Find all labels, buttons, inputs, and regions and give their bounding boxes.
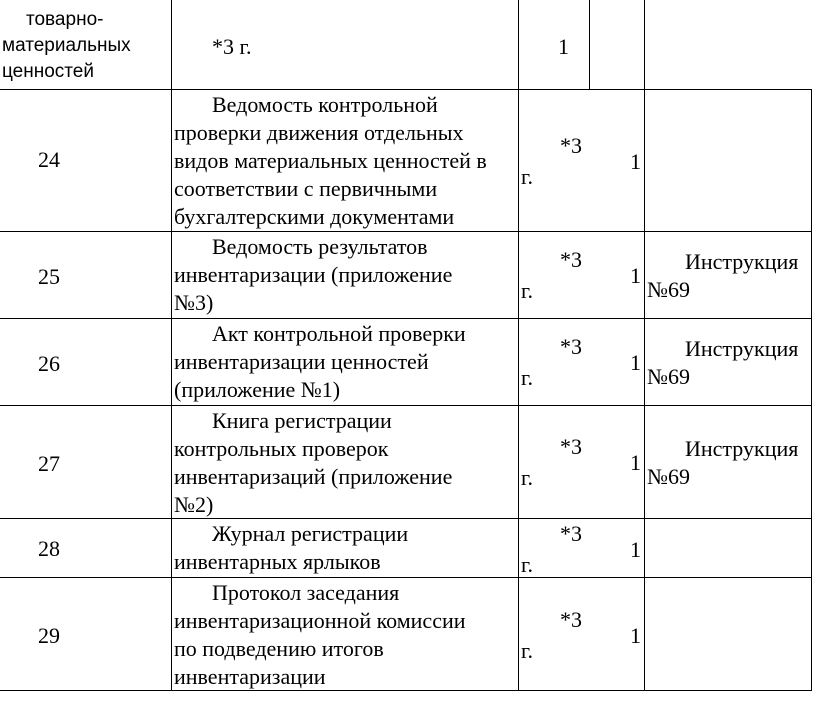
document-name-line: Протокол заседания (212, 580, 400, 605)
basis-document-number: №69 (647, 464, 690, 489)
basis-document: Инструкция (685, 336, 799, 361)
quantity: 1 (630, 350, 641, 375)
basis-document-number: №69 (647, 364, 690, 389)
retention-term-unit: г. (521, 164, 534, 189)
retention-term: *3 (560, 521, 582, 546)
retention-term: *3 (560, 607, 582, 632)
table-cell (0, 89, 172, 232)
retention-term: *3 (560, 334, 582, 359)
document-name-line: видов материальных ценностей в (174, 148, 487, 173)
basis-document-number: №69 (647, 277, 690, 302)
table-cell (644, 518, 812, 578)
table-cell (0, 577, 172, 691)
row-number: 24 (38, 147, 60, 172)
quantity: 1 (630, 450, 641, 475)
document-name-line: проверки движения отдельных (174, 120, 464, 145)
basis-document: Инструкция (685, 436, 799, 461)
document-name-line: инвентаризаций (приложение (174, 464, 453, 489)
table-cell (0, 318, 172, 406)
document-name-line: инвентаризационной комиссии (174, 608, 466, 633)
quantity: 1 (630, 623, 641, 648)
document-name-line: инвентаризации (174, 664, 326, 689)
document-name-line: Ведомость контрольной (212, 92, 438, 117)
document-name-line: бухгалтерскими документами (174, 204, 455, 229)
document-name-line: товарно- (26, 9, 104, 30)
document-name-line: №2) (174, 492, 214, 517)
table-cell (518, 405, 645, 519)
retention-term: *3 (560, 247, 582, 272)
document-name-line: (приложение №1) (174, 377, 341, 402)
table-cell (0, 405, 172, 519)
document-name-line: инвентаризации ценностей (174, 349, 429, 374)
quantity: 1 (630, 149, 641, 174)
retention-term-unit: г. (521, 278, 534, 303)
row-number: 29 (38, 623, 60, 648)
table-cell (518, 318, 645, 406)
document-name-line: контрольных проверок (174, 436, 389, 461)
document-name-line: соответствии с первичными (174, 176, 438, 201)
table-cell (0, 518, 172, 578)
retention-term: *3 (560, 133, 582, 158)
document-name-line: Акт контрольной проверки (212, 321, 466, 346)
table-cell (518, 577, 645, 691)
retention-term: *3 г. (212, 34, 252, 59)
retention-term-unit: г. (521, 638, 534, 663)
quantity: 1 (558, 34, 569, 59)
row-number: 25 (38, 264, 60, 289)
table-cell (0, 231, 172, 319)
document-name-line: Журнал регистрации (212, 521, 409, 546)
retention-term: *3 (560, 434, 582, 459)
table-cell (644, 89, 812, 232)
table-cell (589, 0, 645, 90)
row-number: 27 (38, 451, 60, 476)
document-name-line: Ведомость результатов (212, 234, 428, 259)
quantity: 1 (630, 537, 641, 562)
row-number: 26 (38, 351, 60, 376)
row-number: 28 (38, 536, 60, 561)
table-cell (644, 577, 812, 691)
retention-term-unit: г. (521, 465, 534, 490)
document-name-line: инвентарных ярлыков (174, 549, 381, 574)
retention-term-unit: г. (521, 552, 534, 577)
quantity: 1 (630, 263, 641, 288)
table-cell (518, 0, 590, 90)
document-name-line: ценностей (2, 61, 94, 82)
table-cell (518, 231, 645, 319)
document-name-line: материальных (2, 35, 131, 56)
basis-document: Инструкция (685, 249, 799, 274)
document-name-line: инвентаризации (приложение (174, 262, 453, 287)
document-name-line: по подведению итогов (174, 636, 384, 661)
document-name-line: Книга регистрации (212, 408, 392, 433)
table-cell (518, 89, 645, 232)
retention-term-unit: г. (521, 365, 534, 390)
document-name-line: №3) (174, 290, 214, 315)
